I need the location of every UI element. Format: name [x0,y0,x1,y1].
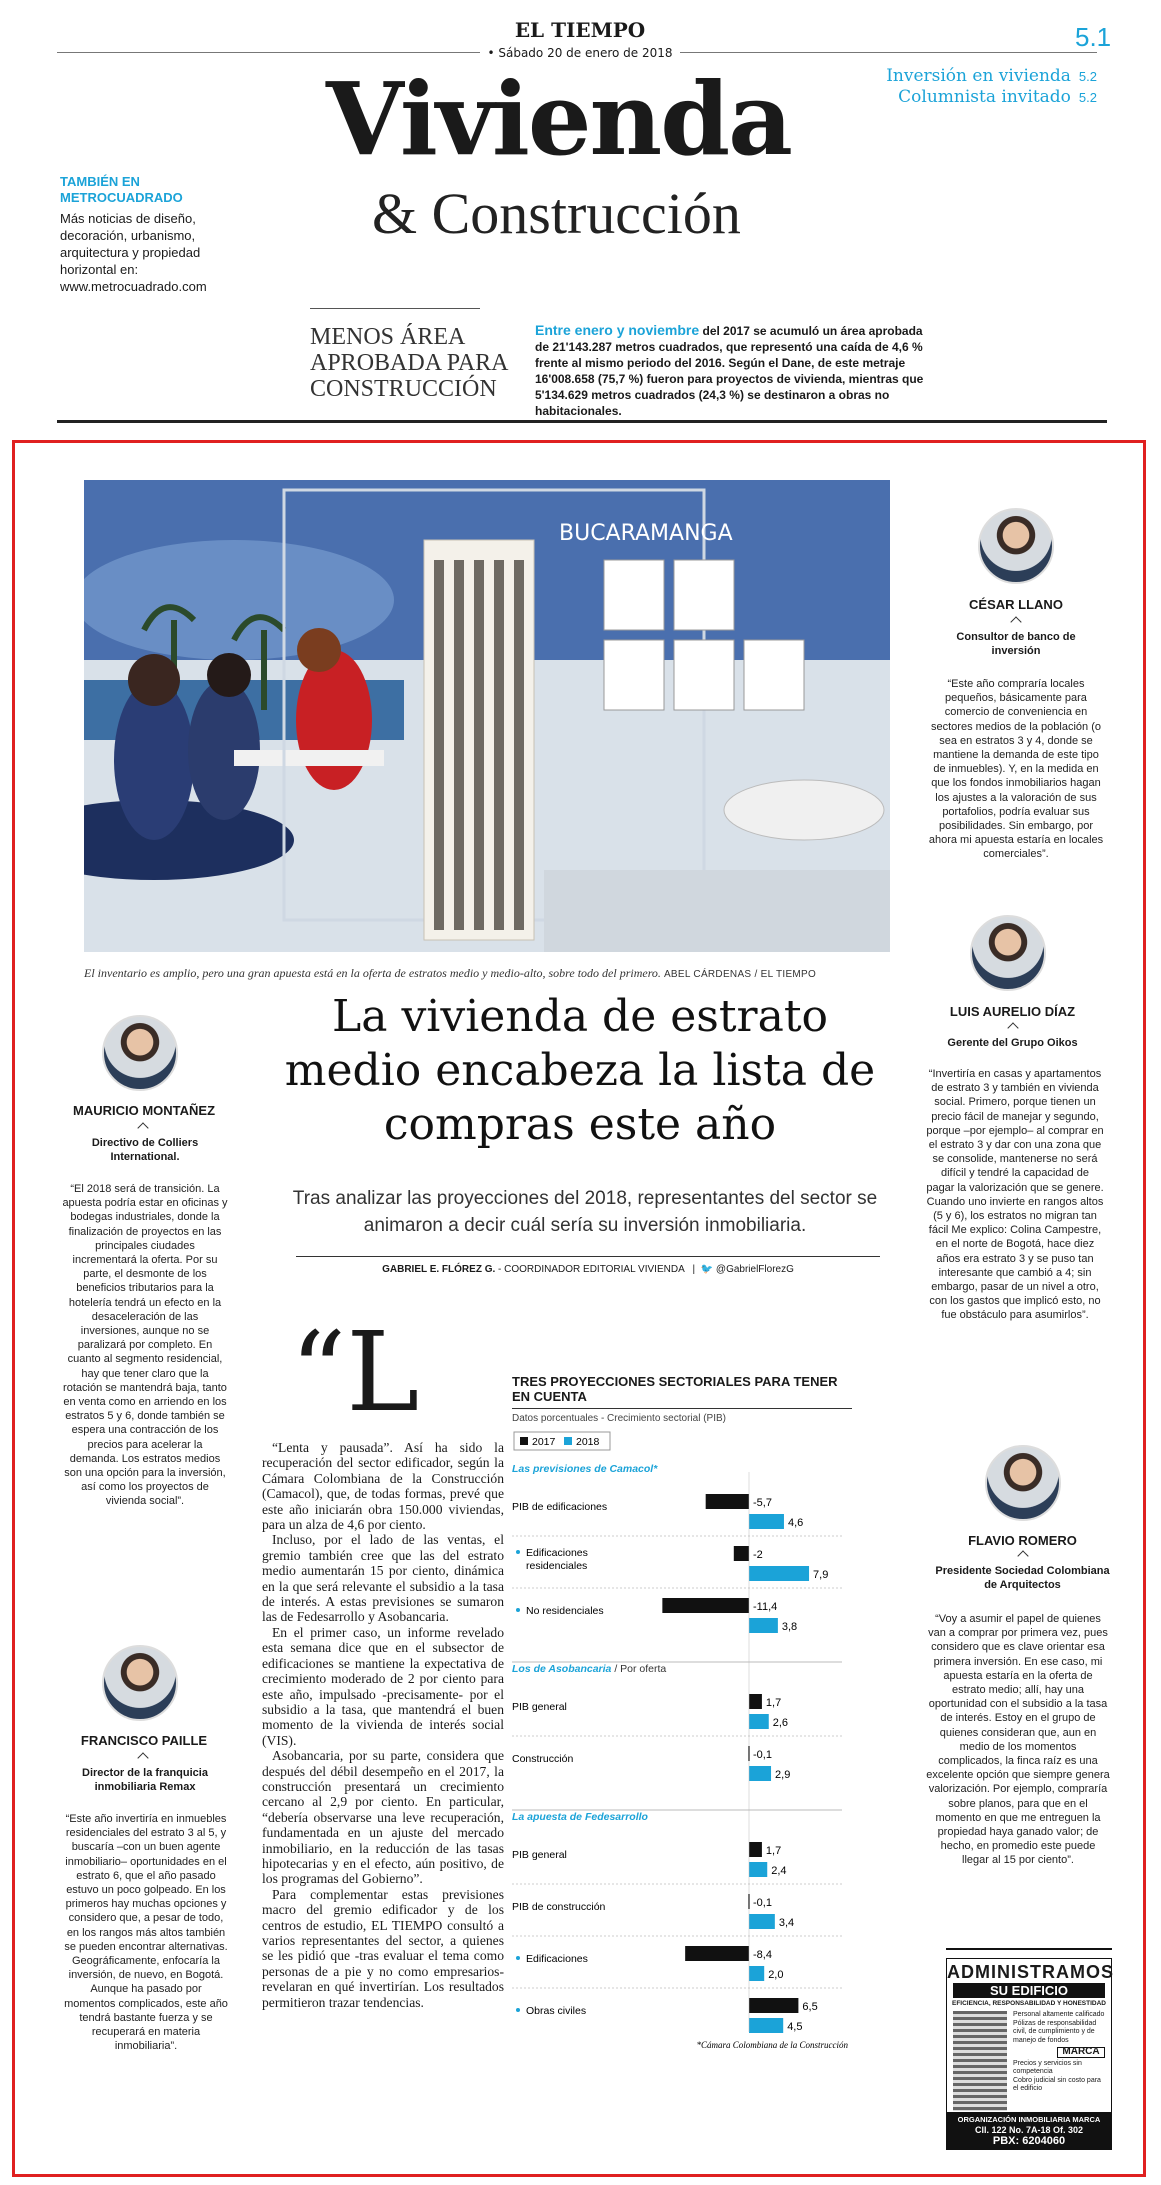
newspaper-name: EL TIEMPO [514,18,646,42]
bullet-icon [516,1550,520,1554]
bar-value-2017: -11,4 [753,1601,778,1613]
bar-value-2018: 7,9 [813,1569,829,1581]
avatar [970,915,1046,991]
row-label: Construcción [512,1753,574,1765]
photo-credit: ABEL CÁRDENAS / EL TIEMPO [663,969,817,980]
columnist-role: Directivo de Colliers International. [91,1137,199,1163]
columnist-name: FLAVIO ROMERO [968,1533,1077,1548]
bar-2018 [749,1618,778,1633]
bar-2017 [749,1842,762,1857]
columnist-quote: “Invertiría en casas y apartamentos de estrato 3 y también en vivienda social. Primero, porque tienen un precio fácil de manejar y segundo, porque –por ejemplo– al comprar en el estrato 3 y dar con una zona que se consolide, mantenerse no será difícil y tendré la capacidad de pagar la valorización que se genere. Cuando uno invierte en rangos altos (5 y 6), los estratos no migran tan fácil Me explico: Colina Campestre, en el norte de Bogotá, hace diez años era estrato 3 y se puso tan interesante que cambió a 4; sin embargo, pasar de un nivel a otro, con los gastos que implicó esto, no fue obstáculo para asumirlos”. [926,1068,1104,1322]
row-label: PIB de edificaciones [512,1501,608,1513]
promo-text: Más noticias de diseño, decoración, urbanismo, arquitectura y propiedad horizontal en: www.metrocuadrado.com [60,211,207,294]
bar-2018 [749,1966,764,1981]
group-heading: Los de Asobancaria / Por oferta [512,1663,667,1675]
legend-label: 2018 [576,1436,600,1448]
bar-2018 [749,1514,784,1529]
twitter-icon: 🐦 [700,1264,714,1275]
ad-bullet: Precios y servicios sin competencia [1013,2059,1082,2075]
columnist-name: LUIS AURELIO DÍAZ [949,1004,1076,1019]
row-label: PIB general [512,1701,567,1713]
ad-tagline: EFICIENCIA, RESPONSABILIDAD Y HONESTIDAD [952,2000,1106,2007]
ad-headline: ADMINISTRAMOS [947,1962,1114,1982]
columnist-name: MAURICIO MONTAÑEZ [72,1103,216,1118]
paragraph: Para complementar estas previsiones macro del gremio edificador y de los centros de estudio, EL TIEMPO consultó a varios representantes del sector, a quienes se les pidió que -tras evaluar el tema como personas de a pie y no como empresarios- revelaran en qué invertirían. Los resultados permitieron trazar tendencias. [262,1886,504,2010]
ad-rule [946,1948,1112,1950]
issue-date: • Sábado 20 de enero de 2018 [480,46,680,60]
section-subtitle: & Construcción [372,181,741,246]
paragraph: “Lenta y pausada”. Así ha sido la recuperación del sector edificador, según la Cámara Colombiana de la Construcción (Camacol), que, de todas formas, prevé que este año iniciarán obra 150.000 viviendas, para un alza de 4,6 por ciento. [262,1440,504,1533]
legend-label: 2017 [532,1436,556,1448]
columnist-quote: “Este año compraría locales pequeños, básicamente para comercio de conveniencia en sectores medios de la población (o sea en estratos 3 y 4, donde se mantiene la demanda de este tipo de inmuebles). Y, en la medida en que los fondos inmobiliarios hagan los ajustes a la valoración de sus portafolios, podría evaluar sus posibilidades. Sin embargo, por ahora mi apuesta estaría en locales comerciales”. [928,678,1104,861]
columnist-role: Gerente del Grupo Oikos [947,1037,1078,1049]
building-icon [953,2011,1007,2111]
bar-2018 [749,2018,783,2033]
bullet-icon [516,1608,520,1612]
ad-bullet: Pólizas de responsabilidad civil, de cumplimiento y de manejo de fondos [1013,2019,1097,2044]
bar-2017 [734,1546,749,1561]
bar-value-2017: 6,5 [802,2001,818,2013]
brief-headline: MENOS ÁREA APROBADA PARA CONSTRUCCIÓN [310,324,508,402]
bar-2018 [749,1566,809,1581]
bullet-icon [516,2008,520,2012]
bar-value-2017: -0,1 [753,1897,772,1909]
chart-title: TRES PROYECCIONES SECTORIALES PARA TENER EN CUENTA [512,1374,838,1404]
bar-2018 [749,1714,769,1729]
toc-item[interactable]: Inversión en vivienda 5.2 [886,66,1097,86]
row-label: No residenciales [526,1605,604,1617]
bar-value-2018: 3,4 [778,1917,795,1929]
row-label: Obras civiles [526,2005,587,2017]
columnist-quote: “Voy a asumir el papel de quienes van a comprar por primera vez, pues considero que es clave orientar esa primera inversión. En ese caso, mi apuesta estaría en la oferta de estrato medio; allí, hay una oportunidad con el subsidio a la tasa de interés. Estoy en el grupo de quienes consideran que, aun en medio de los momentos complicados, la finca raíz es una excelente opción que siempre genera valorización. Por ejemplo, compraría sobre planos, para que en el momento en que me entreguen la propiedad haya ganado valor; de hecho, en promedio este puede llegar al 15 por ciento”. [926,1613,1110,1867]
ad-company: ORGANIZACIÓN INMOBILIARIA MARCA [957,2115,1101,2124]
ad-subhead: SU EDIFICIO [953,1983,1105,1998]
bar-2017 [749,1998,798,2013]
byline-name: GABRIEL E. FLÓREZ G. [382,1264,496,1275]
bullet-icon [516,1956,520,1960]
article-body [262,1440,504,2010]
ad-bullet: Cobro judicial sin costo para el edificio [1013,2076,1101,2092]
row-label: residenciales [526,1560,588,1572]
columnist-quote: “Este año invertiría en inmuebles residenciales del estrato 3 al 5, y buscaría –con un buen agente inmobiliario– oportunidades en el estrato 6, que el año pasado estuvo un poco golpeado. En los primeros hay muchas opciones y considero que, a pesar de todo, en los rangos más altos también se pueden encontrar alternativas. Geográficamente, enfocaría la inversión, de nuevo, en Bogotá. Aunque ha pasado por momentos complicados, este año tendrá bastante fuerza y se recuperará en materia inmobiliaria”. [64,1813,228,2053]
ad-footer [947,2112,1111,2149]
byline: GABRIEL E. FLÓREZ G. - COORDINADOR EDITORIAL VIVIENDA | 🐦 @GabrielFlorezG [382,1264,794,1275]
row-label: Edificaciones [526,1953,588,1965]
article-deck: Tras analizar las proyecciones del 2018, representantes del sector se animaron a decir cuál sería su inversión inmobiliaria. [292,1188,878,1236]
toc-item[interactable]: Columnista invitado 5.2 [898,87,1097,107]
columnist-role: Director de la franquicia inmobiliaria Remax [82,1767,208,1793]
columnist-name: FRANCISCO PAILLE [80,1733,208,1748]
article-headline: La vivienda de estrato medio encabeza la lista de compras este año [284,991,876,1150]
byline-handle[interactable]: @GabrielFlorezG [715,1264,794,1275]
bar-2017 [685,1946,749,1961]
bar-2018 [749,1914,775,1929]
paragraph: Asobancaria, por su parte, considera que después del débil desempeño en el 2017, la construcción presentará un crecimiento cercano al 2,9 por ciento. En particular, “debería observarse una leve recuperación, fundamentada en un ajuste del mercado inmobiliario, en la reducción de las tasas hipotecarias y en el efecto, aún positivo, de los programas del Gobierno”. [262,1748,504,1887]
byline-role: - COORDINADOR EDITORIAL VIVIENDA [495,1264,685,1275]
photo-caption: El inventario es amplio, pero una gran apuesta está en la oferta de estratos medio y medio-alto, sobre todo del primero. ABEL CÁRDENAS / EL TIEMPO [84,966,817,980]
bar-value-2018: 2,4 [771,1865,787,1877]
columnist-name: CÉSAR LLANO [969,597,1063,612]
legend-swatch-2017 [520,1437,528,1445]
section-divider [57,420,1107,423]
brief-text: Entre enero y noviembre del 2017 se acumuló un área aprobada de 21'143.287 metros cuadrados, que representó una caída de 4,6 % frente al mismo periodo del 2016. Según el Dane, de este metraje 16'008.658 (75,7 %) fueron para proyectos de vivienda, mientras que 5'134.629 metros cuadrados (24,3 %) se destinaron a obras no habitacionales. [535,322,924,418]
ad-bullet: Personal altamente calificado [1013,2011,1105,2018]
chart-plot [512,1424,852,2054]
columnist-quote: “El 2018 será de transición. La apuesta podría estar en oficinas y bodegas industriales, donde la finalización de proyectos en las principales ciudades incrementará la oferta. Por su parte, el desmonte de los beneficios tributarios para la hotelería tendrá un efecto en la desaceleración de las inversiones, aunque no se paralizará por completo. En cuanto al segmento residencial, hay que tener claro que la rotación se mantendrá baja, tanto en venta como en arriendo en los estratos 5 y 6, donde también se espera una contracción de los precios para acelerar la demanda. Los estratos medios son una opción para la inversión, así como los proyectos de vivienda social”. [62,1183,228,1508]
bar-chart [512,1374,852,2054]
group-heading: Las previsiones de Camacol* [512,1463,658,1475]
page-number: 5.1 [1075,22,1112,52]
ad-phone: PBX: 6204060 [992,2135,1066,2147]
paragraph: Incluso, por el lado de las ventas, el gremio también cree que las del estrato medio aumentarán 15 por ciento, dinámica en la que será relevante el subsidio a la tasa de interés. A estas previsiones se sumaron las de Fedesarrollo y Asobancaria. [262,1532,504,1625]
avatar [102,1015,178,1091]
brief-rule [310,308,480,309]
bar-value-2018: 4,5 [787,2021,803,2033]
photo-sign: BUCARAMANGA [559,521,733,546]
chart-subtitle: Datos porcentuales - Crecimiento sectorial (PIB) [512,1413,726,1424]
bar-value-2017: 1,7 [765,1845,782,1857]
drop-cap: “L [290,1308,420,1436]
bar-2017 [662,1598,749,1613]
row-label: Edificaciones [526,1547,588,1559]
bar-value-2017: -8,4 [753,1949,772,1961]
chart-source: *Cámara Colombiana de la Construcción [696,2040,848,2050]
bar-value-2018: 2,0 [768,1969,784,1981]
legend-swatch-2018 [564,1437,572,1445]
bar-value-2018: 2,6 [772,1717,789,1729]
avatar [978,508,1054,584]
columnist-role: Consultor de banco de inversión [956,631,1076,657]
chart-rule [512,1408,852,1409]
avatar [985,1445,1061,1521]
bar-2017 [749,1694,762,1709]
avatar [102,1645,178,1721]
bar-value-2017: -5,7 [753,1497,772,1509]
bar-value-2018: 2,9 [775,1769,791,1781]
bar-value-2018: 3,8 [781,1621,798,1633]
group-heading: La apuesta de Fedesarrollo [512,1811,648,1823]
bar-value-2017: -0,1 [753,1749,772,1761]
bar-2018 [749,1862,767,1877]
advertisement[interactable] [946,1958,1112,2150]
photo-illustration [84,480,890,952]
bar-2018 [749,1766,771,1781]
columnist-role: Presidente Sociedad Colombiana de Arquitectos [935,1565,1110,1591]
byline-rule [296,1256,880,1257]
promo-kicker: TAMBIÉN EN METROCUADRADO [60,174,183,205]
row-label: PIB general [512,1849,567,1861]
bar-2017 [706,1494,749,1509]
bar-value-2018: 4,6 [787,1517,804,1529]
ad-logo: MARCA [1057,2047,1105,2058]
main-photo [84,480,890,952]
paragraph: En el primer caso, un informe revelado esta semana dice que en el subsector de edificaciones se mantiene la expectativa de crecimiento moderado de 2 por ciento para este año, impulsado -precisamente- por el subsidio a la tasa, que mantendrá el buen momento de la vivienda de interés social (VIS). [262,1624,504,1748]
bar-value-2017: 1,7 [765,1697,782,1709]
section-title: Vivienda [326,60,791,178]
row-label: PIB de construcción [512,1901,606,1913]
bar-value-2017: -2 [753,1549,763,1561]
ad-address: Cll. 122 No. 7A-18 Of. 302 [974,2125,1084,2135]
section-index [886,66,1097,108]
